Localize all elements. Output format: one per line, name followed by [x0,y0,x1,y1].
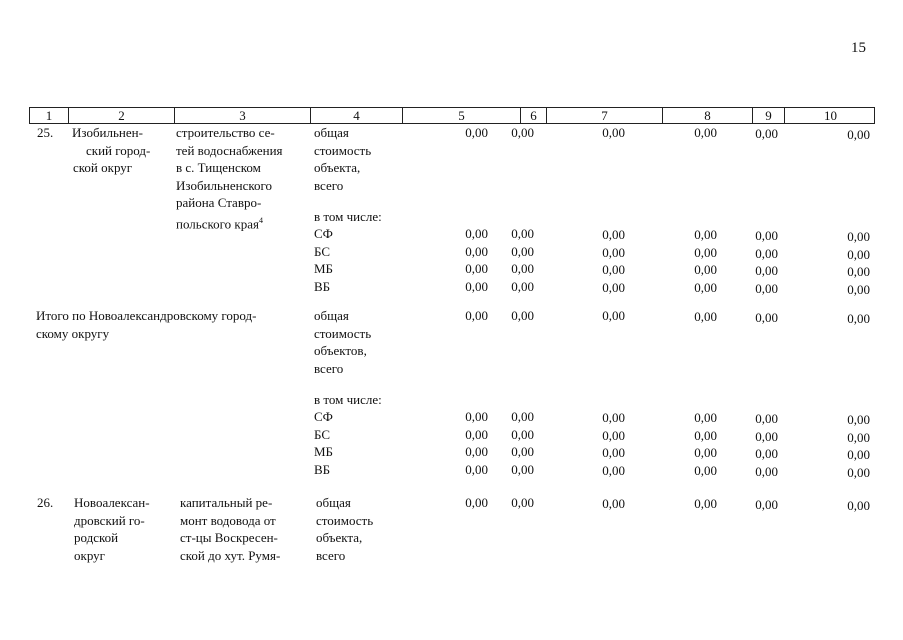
description-line: Изобильненского [176,177,273,193]
label-line: общая [314,308,349,323]
value-bs: 0,00 [465,426,488,442]
value-vb: 0,00 [465,278,488,294]
description-line: ст-цы Воскресен- [180,530,278,545]
value-vb: 0,00 [755,280,778,296]
label-line: всего [314,177,344,193]
source-labels [314,408,333,478]
source-label-vb: ВБ [314,461,331,477]
description-line [176,212,304,233]
value-col-5: 0,00 [465,125,488,140]
value-col-7: 0,00 [602,308,625,323]
value-bs: 0,00 [755,245,778,261]
value-sf: 0,00 [755,228,778,243]
value-mb: 0,00 [755,263,778,278]
value-mb: 0,00 [755,446,778,461]
description-line: района Ставро- [176,195,262,210]
header-col-4: 4 [310,108,402,123]
value-mb: 0,00 [694,445,717,460]
value-col-6 [490,225,534,295]
value-sf: 0,00 [511,409,534,424]
value-col-7 [580,226,625,296]
source-label-bs: БС [314,426,331,442]
header-col-1: 1 [45,108,53,123]
label-line: стоимость [314,325,372,341]
value-sf: 0,00 [755,411,778,426]
header-col-5: 5 [402,108,520,123]
row-number: 25. [37,125,54,140]
value-sf: 0,00 [847,412,870,427]
label-line: стоимость [314,142,372,158]
value-col-6: 0,00 [511,495,534,510]
description-line: тей водоснабжения [176,142,283,158]
value-vb: 0,00 [694,279,717,295]
source-label-bs: БС [314,243,331,259]
value-col-5: 0,00 [465,308,488,323]
header-col-6: 6 [520,108,546,123]
value-col-6: 0,00 [511,125,534,140]
source-label-vb: ВБ [314,278,331,294]
value-vb: 0,00 [602,462,625,478]
value-col-7 [580,409,625,479]
value-col-7: 0,00 [602,125,625,140]
value-col-5 [440,225,488,295]
value-col-8 [670,226,717,296]
value-vb: 0,00 [602,279,625,295]
value-bs: 0,00 [847,429,870,445]
value-bs: 0,00 [511,426,534,442]
value-vb: 0,00 [755,463,778,479]
label-line: общая [316,495,351,510]
value-col-10 [820,411,870,481]
source-label-mb: МБ [314,444,334,459]
header-col-2: 2 [68,108,174,123]
description-cell [176,124,304,232]
value-bs: 0,00 [602,244,625,260]
value-col-7: 0,00 [602,496,625,511]
description-line: в с. Тищенском [176,160,261,175]
description-line: ской до хут. Румя- [180,547,281,563]
description-line: монт водовода от [180,512,276,528]
value-bs: 0,00 [694,244,717,260]
value-sf: 0,00 [694,227,717,242]
label-line: объекта, [314,160,361,175]
value-sf: 0,00 [602,410,625,425]
page-number: 15 [851,40,866,56]
value-col-5 [440,408,488,478]
value-sf: 0,00 [694,410,717,425]
area-line: Изобильнен- [72,125,143,140]
value-col-5: 0,00 [465,495,488,510]
value-sf: 0,00 [465,409,488,424]
source-label-mb: МБ [314,261,334,276]
label-line: общая [314,125,349,140]
area-line: округ [74,547,105,563]
description-line: капитальный ре- [180,495,273,510]
value-mb: 0,00 [847,447,870,462]
value-bs: 0,00 [465,243,488,259]
value-mb: 0,00 [511,444,534,459]
value-bs: 0,00 [755,428,778,444]
source-label-sf: СФ [314,409,333,424]
area-cell [74,494,174,564]
header-col-3: 3 [174,108,310,123]
title-line: скому округу [36,325,110,341]
value-sf: 0,00 [602,227,625,242]
value-col-8: 0,00 [694,496,717,511]
including-label: в том числе: [314,392,382,407]
area-line: Новоалексан- [74,495,150,510]
area-cell [72,124,172,177]
label-line: всего [316,547,346,563]
value-vb: 0,00 [511,278,534,294]
value-vb: 0,00 [847,281,870,297]
value-col-9 [730,227,778,297]
total-label [314,307,371,377]
header-col-9: 9 [752,108,784,123]
value-mb: 0,00 [465,444,488,459]
area-line: дровский го- [74,512,145,528]
value-col-10: 0,00 [847,127,870,142]
value-col-9: 0,00 [755,497,778,512]
value-mb: 0,00 [602,262,625,277]
value-col-8 [670,409,717,479]
value-vb: 0,00 [847,464,870,480]
source-labels [314,225,333,295]
value-col-10 [820,228,870,298]
value-col-8: 0,00 [694,125,717,140]
header-col-8: 8 [662,108,752,123]
value-col-9: 0,00 [755,126,778,141]
subtotal-title [36,307,257,342]
including-label: в том числе: [314,209,382,224]
description-cell [180,494,304,564]
value-mb: 0,00 [511,261,534,276]
total-label [316,494,373,564]
value-sf: 0,00 [847,229,870,244]
title-line: Итого по Новоалександровскому город- [36,308,257,323]
total-label [314,124,371,194]
value-bs: 0,00 [694,427,717,443]
description-line: строительство се- [176,125,275,140]
footnote-mark: 4 [258,215,263,225]
value-col-9 [730,410,778,480]
value-bs: 0,00 [847,246,870,262]
value-mb: 0,00 [602,445,625,460]
area-line: родской [74,530,119,545]
value-col-6: 0,00 [511,308,534,323]
value-mb: 0,00 [694,262,717,277]
header-col-10: 10 [784,108,876,123]
value-vb: 0,00 [511,461,534,477]
value-col-10: 0,00 [847,498,870,513]
value-col-9: 0,00 [755,310,778,325]
table-header-row [29,107,875,124]
value-vb: 0,00 [694,462,717,478]
source-label-sf: СФ [314,226,333,241]
row-number: 26. [37,495,54,510]
area-line: ской округ [73,160,133,175]
value-sf: 0,00 [465,226,488,241]
value-mb: 0,00 [847,264,870,279]
label-line: всего [314,360,344,376]
label-line: объекта, [316,530,363,545]
label-line: стоимость [316,512,374,528]
label-line: объектов, [314,343,367,358]
area-line: ский город- [86,142,151,158]
description-text: польского края [176,215,259,231]
value-col-10: 0,00 [847,311,870,326]
value-sf: 0,00 [511,226,534,241]
value-bs: 0,00 [511,243,534,259]
value-col-8: 0,00 [694,309,717,324]
value-vb: 0,00 [465,461,488,477]
header-col-7: 7 [546,108,662,123]
value-bs: 0,00 [602,427,625,443]
value-col-6 [490,408,534,478]
value-mb: 0,00 [465,261,488,276]
